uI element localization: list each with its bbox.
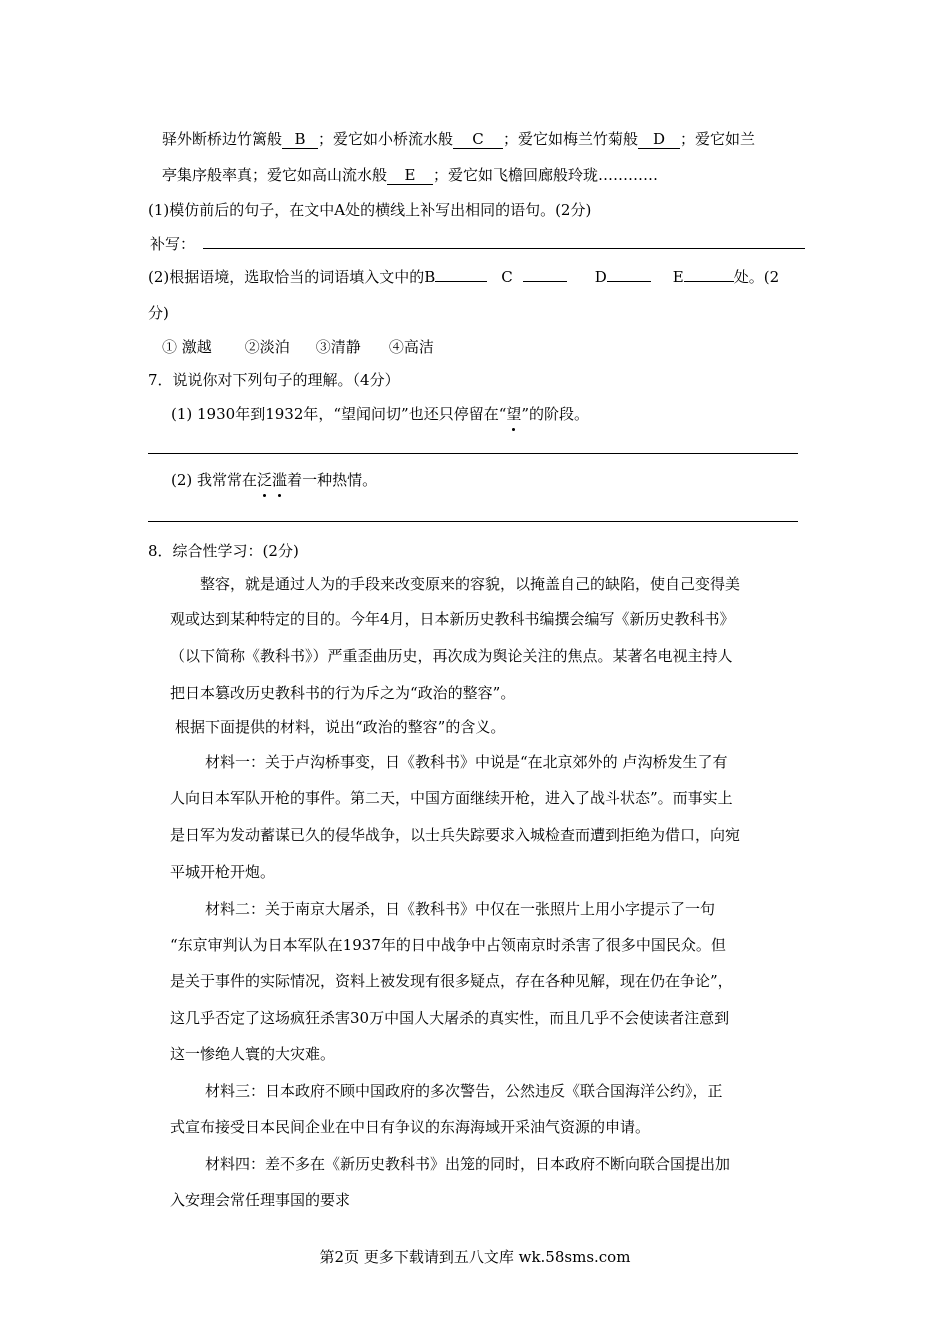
blank-e[interactable]: E (387, 166, 433, 185)
q6-sub2-cont: 分) (148, 304, 169, 322)
option-2: ②淡泊 (244, 338, 290, 356)
q8-paragraph-line: 把日本篡改历史教科书的行为斥之为“政治的整容”。 (170, 684, 516, 702)
fill-in-line[interactable] (203, 248, 805, 249)
material-2-line: 材料二：关于南京大屠杀，日《教科书》中仅在一张照片上用小字提示了一句 (205, 900, 716, 918)
q6-text-line-2: 亭集序般率真；爱它如高山流水般 E ；爱它如飞檐回廊般玲珑………… (162, 166, 659, 184)
material-1-line: 是日军为发动蓄谋已久的侵华战争，以士兵失踪要求入城检查而遭到拒绝为借口，向宛 (170, 826, 741, 844)
material-2-line: “东京审判认为日本军队在1937年的日中战争中占领南京时杀害了很多中国民众。但 (170, 936, 726, 954)
q6-sub2: (2)根据语境，选取恰当的词语填入文中的B C D E 处。(2 (148, 268, 780, 286)
option-4: ④高洁 (388, 338, 434, 356)
emphasis-char-lan: 滥 (272, 471, 288, 489)
q8-paragraph-line: 观或达到某种特定的目的。今年4月，日本新历史教科书编撰会编写《新历史教科书》 (170, 610, 735, 628)
answer-blank-d[interactable] (607, 281, 651, 282)
answer-line-2[interactable] (148, 521, 798, 522)
emphasis-char-wang: 望 (506, 405, 522, 423)
q7-sentence-2: (2) 我常常在泛滥着一种热情。 (171, 471, 378, 489)
option-1: ① 激越 (162, 338, 212, 356)
q8-instruction: 根据下面提供的材料，说出“政治的整容”的含义。 (175, 718, 506, 736)
page-footer: 第2页 更多下载请到五八文库 wk.58sms.com (319, 1248, 631, 1266)
material-4-line: 入安理会常任理事国的要求 (170, 1191, 351, 1209)
emphasis-char-fan: 泛 (257, 471, 273, 489)
blank-b[interactable]: B (282, 130, 318, 149)
q6-text-line-1: 驿外断桥边竹篱般 B ；爱它如小桥流水般 C ；爱它如梅兰竹菊般 D ；爱它如兰 (162, 130, 756, 148)
material-2-line: 这几乎否定了这场疯狂杀害30万中国人大屠杀的真实性，而且几乎不会使读者注意到 (170, 1009, 730, 1027)
material-1-line: 材料一：关于卢沟桥事变，日《教科书》中说是“在北京郊外的 卢沟桥发生了有 (205, 753, 728, 771)
q8-paragraph-line: （以下简称《教科书》）严重歪曲历史，再次成为舆论关注的焦点。某著名电视主持人 (170, 647, 733, 665)
answer-blank-b[interactable] (435, 281, 487, 282)
q8-paragraph-line: 整容，就是通过人为的手段来改变原来的容貌，以掩盖自己的缺陷，使自己变得美 (200, 575, 741, 593)
answer-line-1[interactable] (148, 453, 798, 454)
material-3-line: 式宣布接受日本民间企业在中日有争议的东海海域开采油气资源的申请。 (170, 1118, 651, 1136)
material-1-line: 平城开枪开炮。 (170, 863, 276, 881)
answer-blank-e[interactable] (684, 281, 734, 282)
material-2-line: 这一惨绝人寰的大灾难。 (170, 1045, 336, 1063)
q8-title: 8．综合性学习：(2分) (148, 542, 299, 560)
material-1-line: 人向日本军队开枪的事件。第二天，中国方面继续开枪，进入了战斗状态”。而事实上 (170, 789, 733, 807)
material-3-line: 材料三：日本政府不顾中国政府的多次警告，公然违反《联合国海洋公约》，正 (205, 1082, 723, 1100)
q6-options (162, 336, 434, 358)
q7-sentence-1: (1) 1930年到1932年，“望闻问切”也还只停留在“望”的阶段。 (171, 405, 590, 423)
q6-fill-label: 补写： (150, 235, 196, 253)
blank-d[interactable]: D (638, 130, 680, 149)
answer-blank-c[interactable] (523, 281, 567, 282)
q6-sub1: (1)模仿前后的句子，在文中A处的横线上补写出相同的语句。(2分) (148, 201, 592, 219)
material-2-line: 是关于事件的实际情况，资料上被发现有很多疑点，存在各种见解，现在仍在争论”， (170, 972, 733, 990)
q7-title: 7．说说你对下列句子的理解。（4分） (148, 371, 400, 389)
material-4-line: 材料四：差不多在《新历史教科书》出笼的同时，日本政府不断向联合国提出加 (205, 1155, 731, 1173)
option-3: ③清静 (315, 338, 361, 356)
blank-c[interactable]: C (453, 130, 503, 149)
